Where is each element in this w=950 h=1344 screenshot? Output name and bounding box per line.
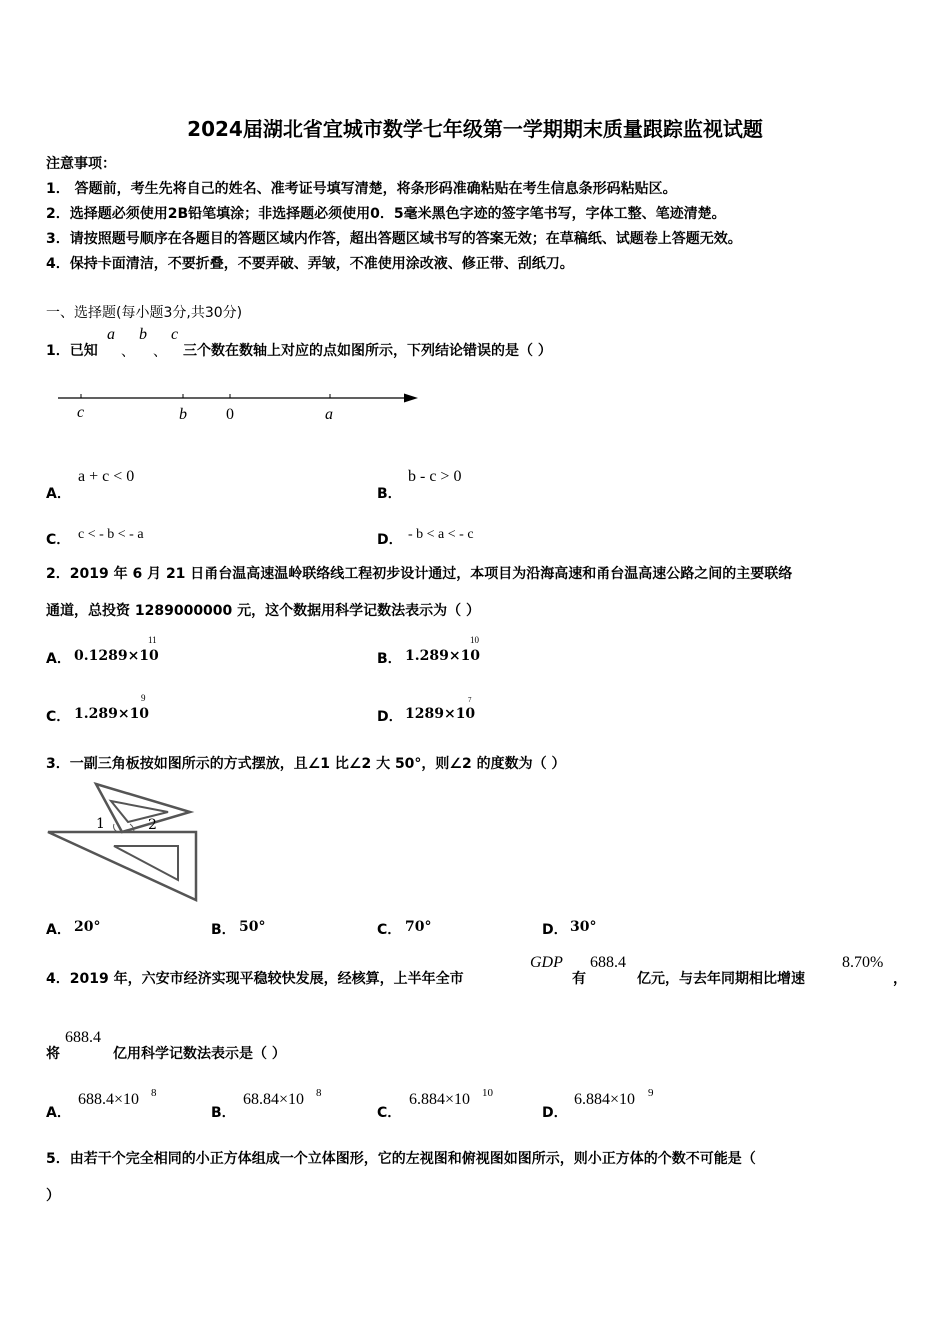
q4-you: 有	[572, 971, 586, 987]
q3-option-c-value: 70°	[405, 919, 432, 935]
axis-label-c: c	[77, 404, 85, 421]
q3-option-b-label: B．	[211, 922, 236, 938]
q1-var-a: a	[107, 326, 115, 343]
q4-comma: ，	[893, 971, 907, 987]
q3-option-b-value: 50°	[239, 919, 266, 935]
axis-label-zero: 0	[226, 406, 234, 423]
q1-option-b-label: B．	[377, 486, 402, 502]
q4-option-c-base: 6.884×10	[409, 1091, 471, 1108]
q4-option-a-exp: 8	[151, 1087, 157, 1099]
q2-option-b-exp: 10	[470, 635, 479, 645]
q4-option-c-label: C．	[377, 1105, 402, 1121]
notice-item-1: 1． 答题前，考生先将自己的姓名、准考证号填写清楚，将条形码准确粘贴在考生信息条形码粘贴区。	[46, 181, 677, 197]
q5-line-1: 5．由若干个完全相同的小正方体组成一个立体图形，它的左视图和俯视图如图所示，则小正方体的个数不可能是（	[46, 1151, 756, 1167]
q4-gdp: GDP	[530, 954, 563, 971]
q4-amount: 688.4	[590, 954, 626, 971]
q1-sep-1: 、	[121, 344, 135, 360]
q2-option-d-exp: 7	[468, 696, 472, 704]
q1-option-d-label: D．	[377, 532, 403, 548]
q3-option-a-label: A．	[46, 922, 71, 938]
axis-label-b: b	[179, 406, 187, 423]
q1-question-text: 三个数在数轴上对应的点如图所示，下列结论错误的是（ ）	[183, 343, 552, 359]
q2-option-c-label: C．	[46, 709, 71, 725]
q5-line-2: ）	[46, 1188, 60, 1204]
q4-option-c-exp: 10	[482, 1087, 493, 1099]
notice-heading: 注意事项：	[46, 156, 116, 172]
large-triangle-inner	[114, 846, 178, 880]
q4-option-d-base: 6.884×10	[574, 1091, 636, 1108]
q1-option-d-expr: - b < a < - c	[408, 527, 474, 542]
q1-option-c-label: C．	[46, 532, 71, 548]
q4-option-a-base: 688.4×10	[78, 1091, 140, 1108]
page-title: 2024届湖北省宜城市数学七年级第一学期期末质量跟踪监视试题	[187, 117, 763, 141]
q2-option-b-base: 1.289×10	[405, 648, 481, 664]
q3-option-d-label: D．	[542, 922, 568, 938]
q1-option-b-expr: b - c > 0	[408, 468, 462, 485]
axis-label-a: a	[325, 406, 333, 423]
q4-line2-prefix: 将	[46, 1046, 60, 1062]
large-triangle	[48, 832, 196, 900]
q2-option-a-label: A．	[46, 651, 71, 667]
q2-option-d-label: D．	[377, 709, 403, 725]
fig-angle-1-label: 1	[96, 816, 105, 832]
triangle-rulers-figure	[44, 780, 200, 904]
q3-option-d-value: 30°	[570, 919, 597, 935]
notice-item-2: 2．选择题必须使用2B铅笔填涂；非选择题必须使用0．5毫米黑色字迹的签字笔书写，字体工整、笔迹清楚。	[46, 206, 726, 222]
fig-angle-2-label: 2	[148, 817, 157, 833]
section-heading: 一、选择题(每小题3分,共30分)	[46, 305, 243, 321]
q4-line2-text: 亿用科学记数法表示是（ ）	[113, 1046, 286, 1062]
q4-prefix: 4．2019 年，六安市经济实现平稳较快发展，经核算，上半年全市	[46, 971, 464, 987]
q1-sep-2: 、	[153, 344, 167, 360]
q2-option-b-label: B．	[377, 651, 402, 667]
q4-line2-amount: 688.4	[65, 1029, 101, 1046]
q3-question-text: 3．一副三角板按如图所示的方式摆放，且∠1 比∠2 大 50°，则∠2 的度数为（ ）	[46, 756, 566, 772]
q4-option-a-label: A．	[46, 1105, 71, 1121]
notice-item-3: 3．请按照题号顺序在各题目的答题区域内作答，超出答题区域书写的答案无效；在草稿纸、试题卷上答题无效。	[46, 231, 742, 247]
q4-rate: 8.70%	[842, 954, 884, 971]
q2-option-c-base: 1.289×10	[74, 706, 150, 722]
q2-option-d-base: 1289×10	[405, 706, 476, 722]
q1-var-b: b	[139, 326, 147, 343]
q4-option-b-label: B．	[211, 1105, 236, 1121]
q4-option-b-base: 68.84×10	[243, 1091, 305, 1108]
notice-item-4: 4．保持卡面清洁，不要折叠，不要弄破、弄皱，不准使用涂改液、修正带、刮纸刀。	[46, 256, 574, 272]
q2-line-1: 2．2019 年 6 月 21 日甬台温高速温岭联络线工程初步设计通过，本项目为沿海高速和甬台温高速公路之间的主要联络	[46, 566, 793, 582]
q1-option-a-expr: a + c < 0	[78, 468, 135, 485]
q4-option-d-exp: 9	[648, 1087, 654, 1099]
q1-prefix: 1．已知	[46, 343, 98, 359]
q4-mid-text: 亿元，与去年同期相比增速	[637, 971, 805, 987]
q4-option-d-label: D．	[542, 1105, 568, 1121]
q1-var-c: c	[171, 326, 179, 343]
number-line-figure	[50, 385, 430, 430]
q4-option-b-exp: 8	[316, 1087, 322, 1099]
q3-option-a-value: 20°	[74, 919, 101, 935]
q1-option-c-expr: c < - b < - a	[78, 527, 144, 542]
q2-line-2: 通道，总投资 1289000000 元，这个数据用科学记数法表示为（ ）	[46, 603, 481, 619]
q2-option-c-exp: 9	[141, 693, 146, 703]
q3-option-c-label: C．	[377, 922, 402, 938]
q2-option-a-exp: 11	[148, 635, 157, 645]
number-line-arrow	[404, 394, 418, 403]
q2-option-a-base: 0.1289×10	[74, 648, 159, 664]
q1-option-a-label: A．	[46, 486, 71, 502]
